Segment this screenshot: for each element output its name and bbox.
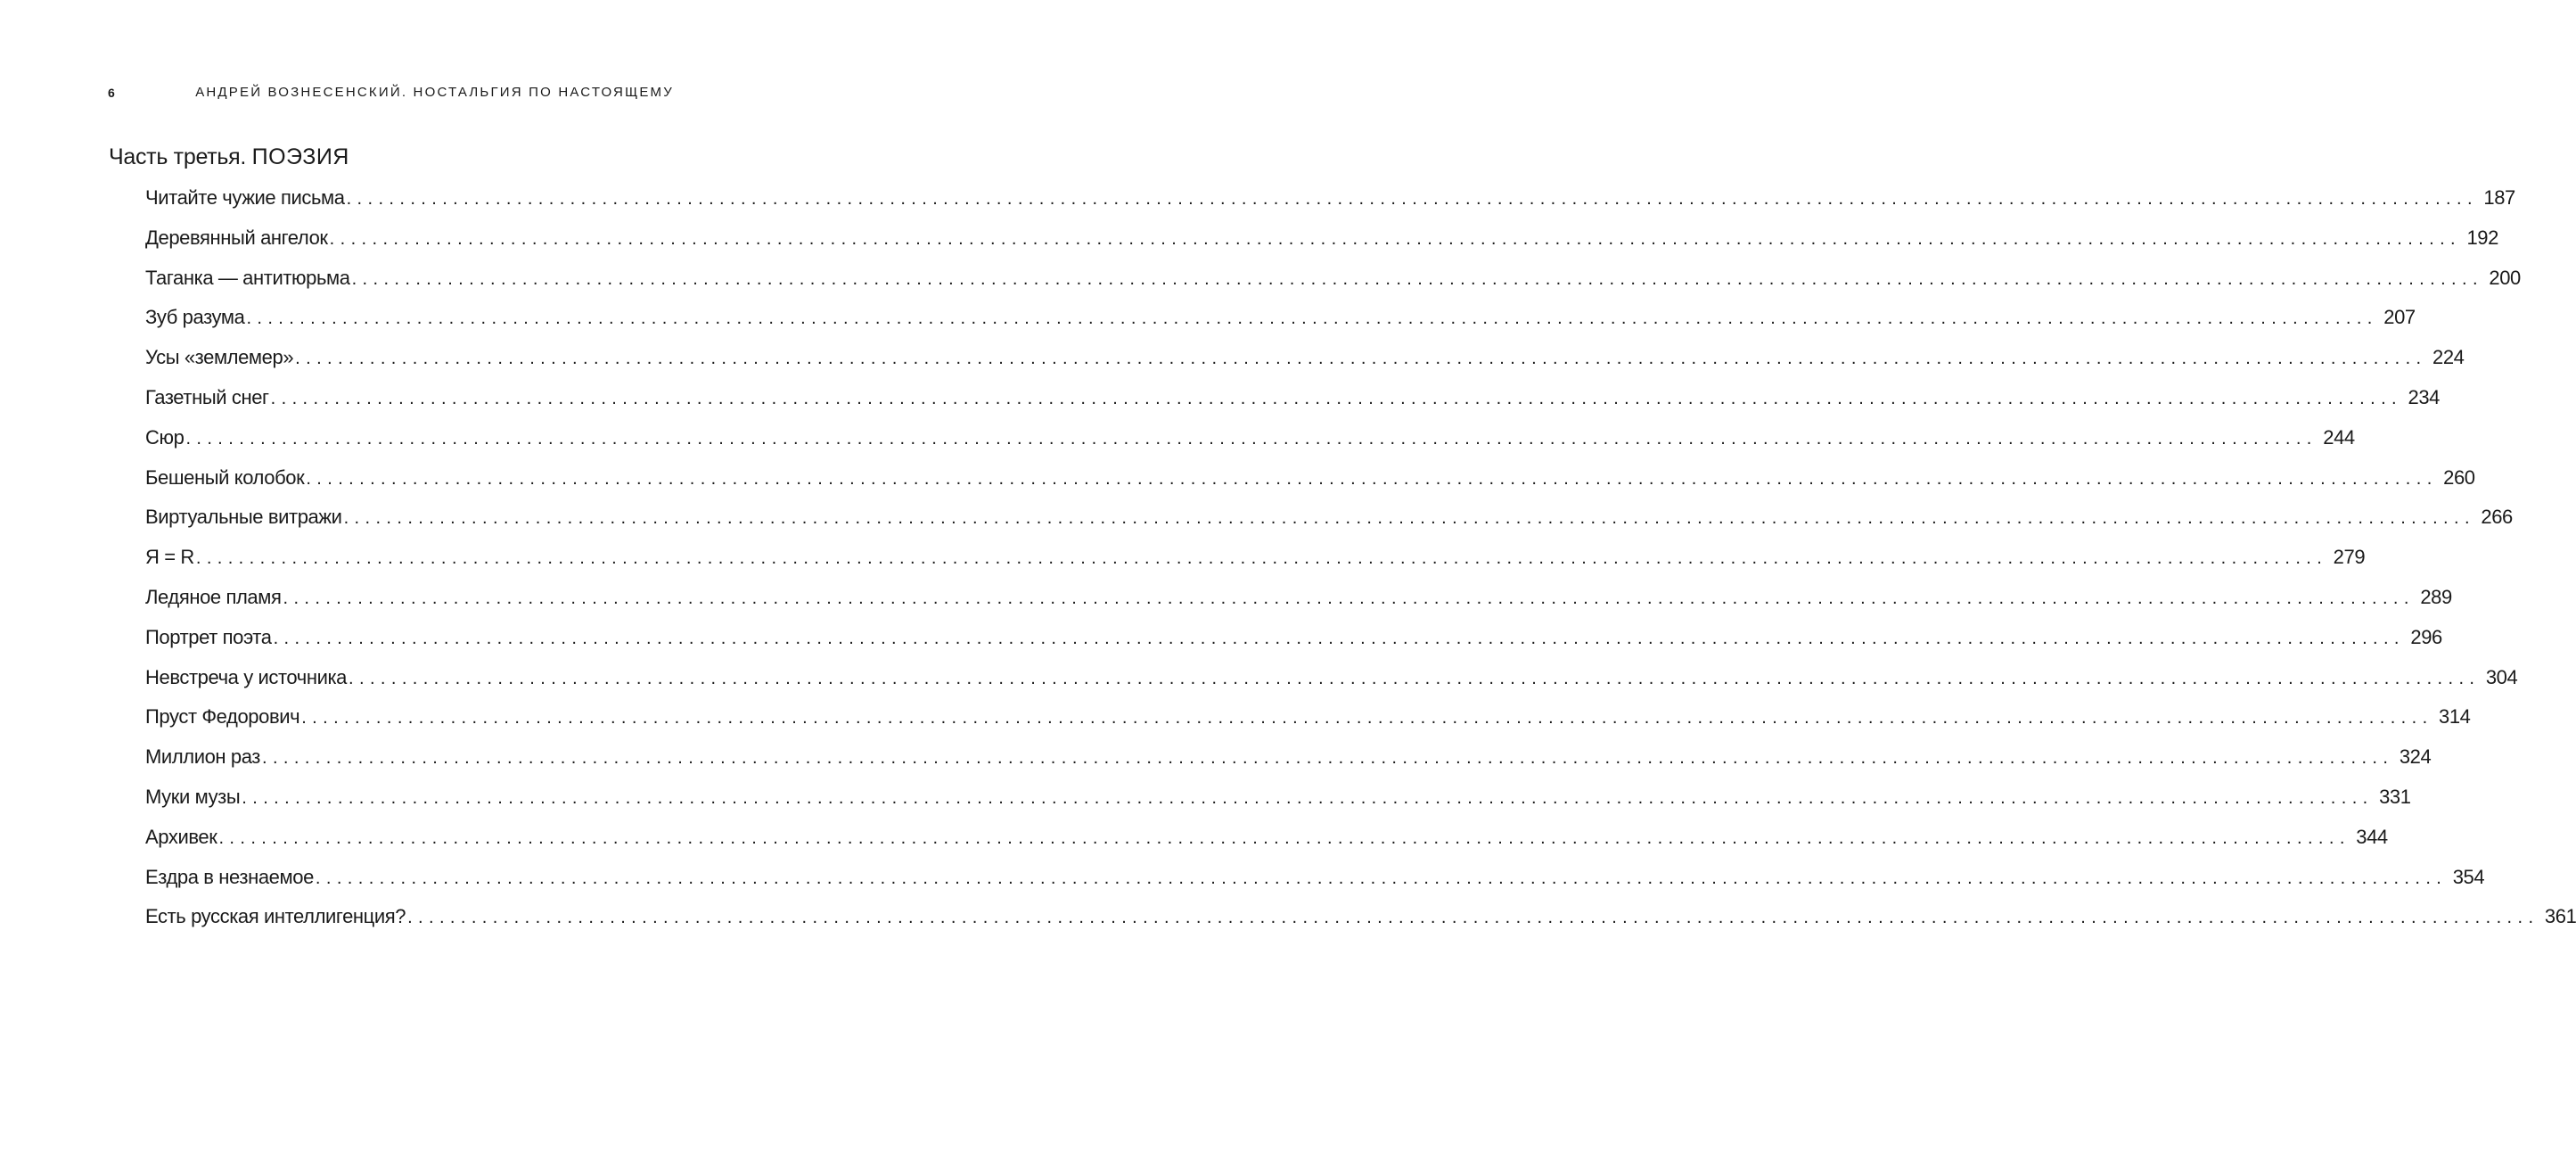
toc-entry-title: Зуб разума <box>145 306 245 329</box>
dot-leader: ........................................................................................................................................................................................................ <box>242 787 2374 808</box>
toc-entry <box>145 425 2355 466</box>
toc-entry <box>145 306 2416 346</box>
toc-entry-page: 200 <box>2489 266 2521 289</box>
toc-entry <box>145 506 2513 546</box>
toc-entry-page: 192 <box>2466 226 2498 249</box>
dot-leader: ........................................................................................................................................................................................................ <box>407 908 2539 928</box>
toc-entry-title: Портрет поэта <box>145 625 272 648</box>
toc-entry-page: 314 <box>2439 705 2471 729</box>
table-of-contents <box>145 186 2576 945</box>
toc-entry-page: 289 <box>2420 585 2452 608</box>
toc-entry <box>145 705 2471 745</box>
toc-entry-page: 224 <box>2432 346 2465 369</box>
toc-entry <box>145 825 2388 866</box>
toc-entry-title: Миллион раз <box>145 745 260 769</box>
toc-entry-page: 266 <box>2481 506 2513 529</box>
toc-entry-title: Деревянный ангелок <box>145 226 328 249</box>
toc-entry-title: Невстреча у источника <box>145 665 348 688</box>
dot-leader: ........................................................................................................................................................................................................ <box>349 668 2481 688</box>
toc-entry-page: 296 <box>2410 625 2442 648</box>
dot-leader: ........................................................................................................................................................................................................ <box>351 268 2483 289</box>
toc-entry-title: Читайте чужие письма <box>145 186 345 209</box>
toc-entry <box>145 745 2432 786</box>
toc-entry-title: Архивек <box>145 825 217 848</box>
page-number: 6 <box>108 86 116 100</box>
toc-entry-page: 260 <box>2443 465 2475 489</box>
toc-entry-title: Виртуальные витражи <box>145 506 342 529</box>
dot-leader: ........................................................................................................................................................................................................ <box>306 468 2438 489</box>
toc-entry-title: Есть русская интеллигенция? <box>145 905 406 928</box>
dot-leader: ........................................................................................................................................................................................................ <box>246 309 2378 329</box>
toc-entry-page: 279 <box>2333 546 2366 569</box>
toc-entry <box>145 905 2576 945</box>
toc-entry-page: 361 <box>2544 905 2576 928</box>
toc-entry-title: Сюр <box>145 425 185 449</box>
toc-entry-page: 354 <box>2452 865 2485 888</box>
toc-entry <box>145 346 2465 386</box>
dot-leader: ........................................................................................................................................................................................................ <box>218 827 2350 848</box>
toc-entry-page: 234 <box>2408 385 2440 408</box>
dot-leader: ........................................................................................................................................................................................................ <box>185 428 2318 449</box>
toc-entry-page: 304 <box>2485 665 2518 688</box>
toc-entry-title: Ездра в незнаемое <box>145 865 314 888</box>
toc-entry <box>145 226 2498 267</box>
toc-entry <box>145 186 2515 226</box>
toc-entry <box>145 546 2366 586</box>
toc-entry <box>145 585 2452 626</box>
dot-leader: ........................................................................................................................................................................................................ <box>195 548 2328 569</box>
toc-entry-page: 244 <box>2323 425 2355 449</box>
toc-entry-title: Пруст Федорович <box>145 705 300 729</box>
dot-leader: ........................................................................................................................................................................................................ <box>262 748 2394 769</box>
toc-entry-page: 187 <box>2483 186 2515 209</box>
toc-entry-page: 344 <box>2356 825 2388 848</box>
toc-entry <box>145 865 2485 906</box>
toc-entry-title: Усы «землемер» <box>145 346 294 369</box>
toc-entry-title: Бешеный колобок <box>145 465 305 489</box>
dot-leader: ........................................................................................................................................................................................................ <box>273 628 2405 648</box>
toc-entry-title: Таганка — антитюрьма <box>145 266 350 289</box>
dot-leader: ........................................................................................................................................................................................................ <box>301 708 2433 729</box>
dot-leader: ........................................................................................................................................................................................................ <box>329 228 2461 249</box>
toc-entry <box>145 385 2440 426</box>
part-title <box>109 144 349 170</box>
toc-entry-title: Муки музы <box>145 785 241 808</box>
dot-leader: ........................................................................................................................................................................................................ <box>346 189 2478 209</box>
toc-entry <box>145 625 2442 666</box>
toc-entry <box>145 266 2521 307</box>
toc-entry-page: 207 <box>2383 306 2416 329</box>
toc-entry <box>145 665 2518 706</box>
toc-entry-title: Газетный снег <box>145 385 269 408</box>
dot-leader: ........................................................................................................................................................................................................ <box>295 349 2427 369</box>
toc-entry-page: 324 <box>2399 745 2432 769</box>
toc-entry <box>145 465 2475 506</box>
running-head: АНДРЕЙ ВОЗНЕСЕНСКИЙ. НОСТАЛЬГИЯ ПО НАСТОЯЩЕМУ <box>195 85 674 100</box>
toc-entry-title: Я = R <box>145 546 194 569</box>
part-label: Часть третья. <box>109 144 246 169</box>
dot-leader: ........................................................................................................................................................................................................ <box>283 588 2415 608</box>
dot-leader: ........................................................................................................................................................................................................ <box>315 868 2448 888</box>
part-name: ПОЭЗИЯ <box>251 144 349 169</box>
toc-entry <box>145 785 2411 826</box>
toc-entry-page: 331 <box>2379 785 2411 808</box>
dot-leader: ........................................................................................................................................................................................................ <box>270 388 2402 408</box>
dot-leader: ........................................................................................................................................................................................................ <box>343 508 2475 529</box>
toc-entry-title: Ледяное пламя <box>145 585 282 608</box>
